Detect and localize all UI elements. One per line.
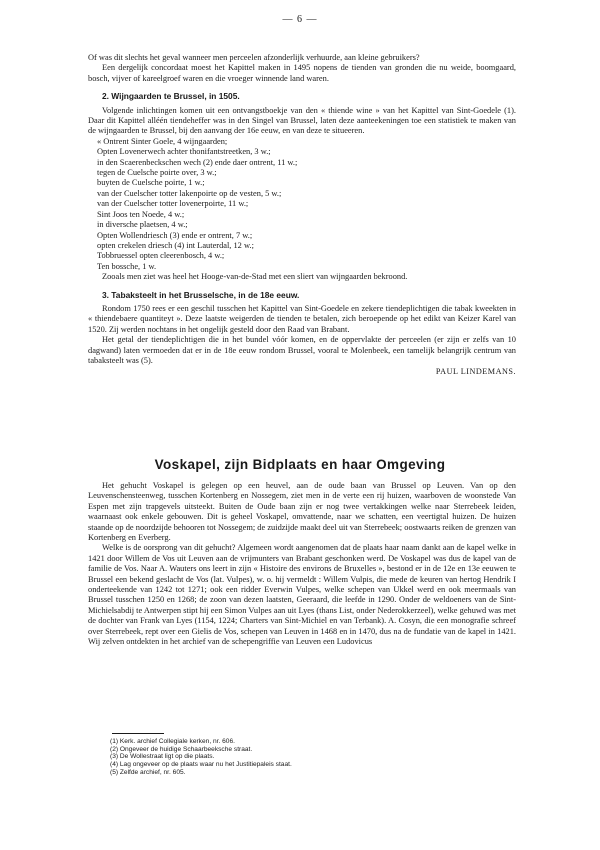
- intro-paragraph-1: Of was dit slechts het geval wanneer men perceelen afzonderlijk verhuurde, aan kleine gebruikers?: [88, 53, 420, 62]
- section-3-heading: 3. Tabaksteelt in het Brusselsche, in de 18e eeuw.: [102, 289, 300, 300]
- list-item: Opten Lovenerwech achter thonifantstreetken, 3 w.;: [97, 147, 271, 157]
- article-paragraph-1: Het gehucht Voskapel is gelegen op een heuvel, aan de oude baan van Brussel op Leuven. Van op den Leuvenschensteenweg, tusschen Kortenberg en Nossegem, ziet men in de verte een rij huizen, waarboven de woonstede Van Espen met zijn trapgevels uitsteekt. Buiten de Oude baan zijn er nog twee vertakkingen welke naar Sterrebeek leiden, waarnaast ook enkele gebouwen. Dit is geheel Voskapel, omvattende, naar we schatten, een veertigtal huizen. De huizen staande op de noordzijde behooren tot Nossegem; de zuidzijde maakt deel uit van Sterrebeek; oostwaarts reiken de grenzen van Kortenberg en Everberg.: [88, 481, 516, 543]
- footnote-divider: [112, 733, 164, 734]
- page-number: — 6 —: [282, 14, 318, 25]
- author-signature: PAUL LINDEMANS.: [435, 367, 516, 377]
- footnote: (4) Lag ongeveer op de plaats waar nu het Justitiepaleis staat.: [110, 761, 292, 769]
- list-item: « Ontrent Sinter Goele, 4 wijngaarden;: [97, 136, 228, 146]
- list-item: buyten de Cuelsche poirte, 1 w.;: [97, 178, 205, 188]
- footnote: (3) De Wollestraat ligt op die plaats.: [110, 753, 215, 761]
- list-item: van der Cuelscher totter lovenerpoirte, 11 w.;: [97, 199, 249, 209]
- section-2-outro: Zooals men ziet was heel het Hooge-van-de-Stad met een sliert van wijngaarden bekroond.: [102, 272, 408, 282]
- list-item: Sint Joos ten Noede, 4 w.;: [97, 209, 185, 219]
- footnote: (1) Kerk. archief Collegiale kerken, nr. 606.: [110, 738, 235, 745]
- list-item: Tobbruessel opten cleerenbosch, 4 w.;: [97, 251, 225, 261]
- list-item: opten crekelen driesch (4) int Lauterdal, 12 w.;: [97, 240, 254, 250]
- list-item: in diversche plaetsen, 4 w.;: [97, 220, 188, 230]
- vineyard-list: [88, 137, 516, 272]
- section-3-paragraph-2: Het getal der tiendeplichtigen die in het bundel vóór komen, en de oppervlakte der perceelen (er zijn er zelfs van 10 dagwand) laten vermoeden dat er in de 18e eeuw rondom Brussel, vooral te Molenbeek, een tamelijk belangrijk centrum van tabaksteelt was (5).: [88, 335, 516, 365]
- list-item: tegen de Cuelsche poirte over, 3 w.;: [97, 168, 217, 178]
- article-title: Voskapel, zijn Bidplaats en haar Omgeving: [154, 457, 446, 472]
- article-paragraph-2: Welke is de oorsprong van dit gehucht? Algemeen wordt aangenomen dat de plaats haar naam dankt aan de kapel welke in 1421 door Willem de Vos uit Leuven aan de vrijmunters van Brabant geschonken werd. De Voskapel was dus de kapel van de familie de Vos. Naar A. Wauters ons leert in zijn « Histoire des environs de Bruxelles », bestond er in de 12e en 13e eeuwen te Brussel een bekend geslacht de Vos (lat. Vulpes), w. o. hij vermeldt : Willem Vulpis, die mede de keuren van hertog Hendrik I onderteekende van 1242 tot 1271; ook een ridder Everwin Vulpes, welke schepen van Ukkel werd en ook meermaals van Brussel tusschen 1250 en 1268; de zoon van dezen laatsten, Geeraard, die leefde in 1290. Onder de weldoeners van de Sint-Michielsabdij te Antwerpen stipt hij een Simon Vulpes aan uit Lyes (thans List, onder Nederokkerzeel), welke gehuwd was met de dochter van Frank van Lyes (1154, 1224; Charters van Sint-Michiel en van Terbank). A. Cosyn, die een monografie schreef over Sterrebeek, rept over een Gielis de Vos, schepen van Leuven in 1468 en in 1470, dus na de fundatie van de kapel in 1421. Wij zelven ontdekten in het archief van de schepengriffie van Leuven een Ludovicus: [88, 543, 516, 647]
- intro-paragraph-2: Een dergelijk concordaat moest het Kapittel maken in 1495 nopens de tienden van gronden die nu weide, boomgaard, bosch, vijver of kareelgroef waren en die vroeger winnende land waren.: [88, 63, 516, 83]
- list-item: Opten Wollendriesch (3) ende er ontrent, 7 w.;: [97, 230, 253, 240]
- section-3-paragraph-1: Rondom 1750 rees er een geschil tusschen het Kapittel van Sint-Goedele en zekere tiendeplichtigen die tabak kweekten in « thiendebaere quantiteyt ». Deze laatste weigerden de tienden te betalen, zich beroepende op het edikt van Keizer Karel van 1520. Zij werden nochtans in het ongelijk gesteld door den Raad van Brabant.: [88, 303, 516, 334]
- section-2-intro: Volgende inlichtingen komen uit een ontvangstboekje van den « thiende wine » van het Kapittel van Sint-Goedele (1). Daar dit Kapittel alléén tiendeheffer was in den Singel van Brussel, laten deze aanteekeningen toe een statistiek te maken van de wijngaarden te Brussel, bij den aanvang der 16e eeuw, en van deze te situeeren.: [88, 105, 516, 136]
- list-item: Ten bossche, 1 w.: [97, 261, 157, 271]
- upper-text-block: [88, 53, 516, 378]
- article-body: [88, 481, 516, 648]
- footnotes: [110, 738, 292, 777]
- section-2-heading: 2. Wijngaarden te Brussel, in 1505.: [102, 91, 240, 102]
- list-item: in den Scaerenbeckschen wech (2) ende daer ontrent, 11 w.;: [97, 157, 298, 167]
- list-item: van der Cuelscher totter lakenpoirte op de vesten, 5 w.;: [97, 188, 282, 198]
- footnote: (5) Zelfde archief, nr. 605.: [110, 768, 186, 776]
- footnote: (2) Ongeveer de huidige Schaarbeeksche straat.: [110, 745, 253, 753]
